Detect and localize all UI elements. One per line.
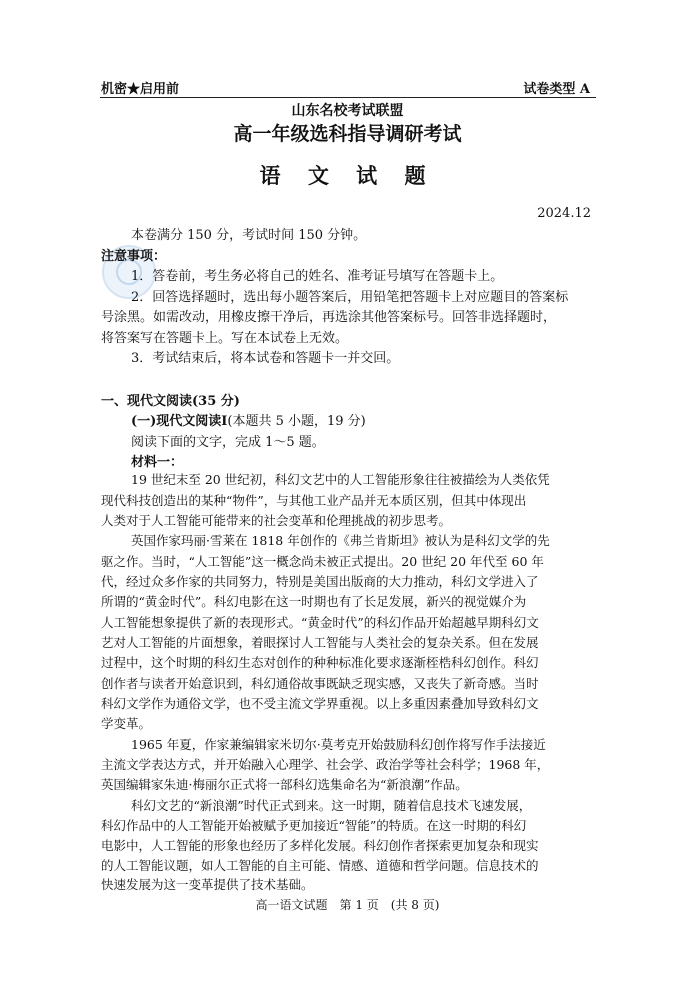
page-footer: 高一语文试题 第 1 页 (共 8 页) [255,898,440,912]
subsection-title-bold: (一)现代文阅读Ⅰ [131,414,228,429]
passage-line: 学变革。 [101,716,152,731]
passage-line: 艺对人工智能的片面想象，着眼探讨人工智能与人类社会的复杂关系。但在发展 [101,635,539,650]
section-title: 一、现代文阅读(35 分) [101,394,240,409]
confidential-label: 机密★启用前 [101,82,180,97]
exam-title: 高一年级选科指导调研考试 [233,123,462,145]
note-item: 2．回答选择题时，选出每小题答案后，用铅笔把答题卡上对应题目的答案标 [131,290,569,305]
paper-type-label: 试卷类型 A [523,82,590,97]
subsection-title-rest: (本题共 5 小题，19 分) [227,414,366,429]
note-item: 3．考试结束后，将本试卷和答题卡一并交回。 [131,351,400,366]
passage-line: 电影中，人工智能的形象也经历了多样化发展。科幻创作者探索更加复杂和现实 [101,838,539,853]
reading-instruction: 阅读下面的文字，完成 1～5 题。 [131,435,325,450]
org-title: 山东名校考试联盟 [291,103,404,119]
subject-title: 语 文 试 题 [259,163,436,188]
subsection-title [131,410,366,429]
intro-text: 本卷满分 150 分，考试时间 150 分钟。 [131,228,367,243]
passage-line: 代，经过众多作家的共同努力，特别是美国出版商的大力推动，科幻文学进入了 [101,574,539,589]
passage-line: 的人工智能议题，如人工智能的自主可能、情感、道德和哲学问题。信息技术的 [101,858,539,873]
material-label: 材料一： [131,455,184,470]
passage-line: 科幻文学作为通俗文学，也不受主流文学界重视。以上多重因素叠加导致科幻文 [101,696,539,711]
note-item: 1．答卷前，考生务必将自己的姓名、准考证号填写在答题卡上。 [131,269,504,284]
passage-line: 现代科技创造出的某种“物件”，与其他工业产品并无本质区别，但其中体现出 [101,493,527,508]
passage-line: 人工智能想象提供了新的表现形式。“黄金时代”的科幻作品开始超越早期科幻文 [101,615,539,630]
passage-line: 科幻作品中的人工智能开始被赋予更加接近“智能”的特质。在这一时期的科幻 [101,818,527,833]
passage-line: 英国作家玛丽·雪莱在 1818 年创作的《弗兰肯斯坦》被认为是科幻文学的先 [131,533,550,548]
passage-line: 英国编辑家朱迪·梅丽尔正式将一部科幻选集命名为“新浪潮”作品。 [101,777,468,792]
passage-line: 驱之作。当时，“人工智能”这一概念尚未被正式提出。20 世纪 20 年代至 60 年 [101,554,544,569]
passage-line: 19 世纪末至 20 世纪初，科幻文艺中的人工智能形象往往被描绘为人类依凭 [131,472,550,487]
exam-date: 2024.12 [537,206,591,221]
passage-line: 过程中，这个时期的科幻生态对创作的种种标准化要求逐渐桎梏科幻创作。科幻 [101,655,539,670]
passage-line: 所谓的“黄金时代”。科幻电影在这一时期也有了长足发展，新兴的视觉媒介为 [101,594,527,609]
header-rule [100,97,596,98]
passage-line: 快速发展为这一变革提供了技术基础。 [101,877,314,892]
passage-line: 创作者与读者开始意识到，科幻通俗故事既缺乏现实感，又丧失了新奇感。当时 [101,676,539,691]
notes-heading: 注意事项： [101,249,167,264]
note-item: 号涂黑。如需改动，用橡皮擦干净后，再选涂其他答案标号。回答非选择题时， [101,310,557,325]
passage-line: 人类对于人工智能可能带来的社会变革和伦理挑战的初步思考。 [101,513,452,528]
passage-line: 科幻文艺的“新浪潮”时代正式到来。这一时期，随着信息技术飞速发展， [131,798,532,813]
note-item: 将答案写在答题卡上。写在本试卷上无效。 [101,331,349,346]
passage-line: 1965 年夏，作家兼编辑家米切尔·莫考克开始鼓励科幻创作将写作手法接近 [131,737,546,752]
passage-line: 主流文学表达方式，并开始融入心理学、社会学、政治学等社会科学；1968 年， [101,757,550,772]
